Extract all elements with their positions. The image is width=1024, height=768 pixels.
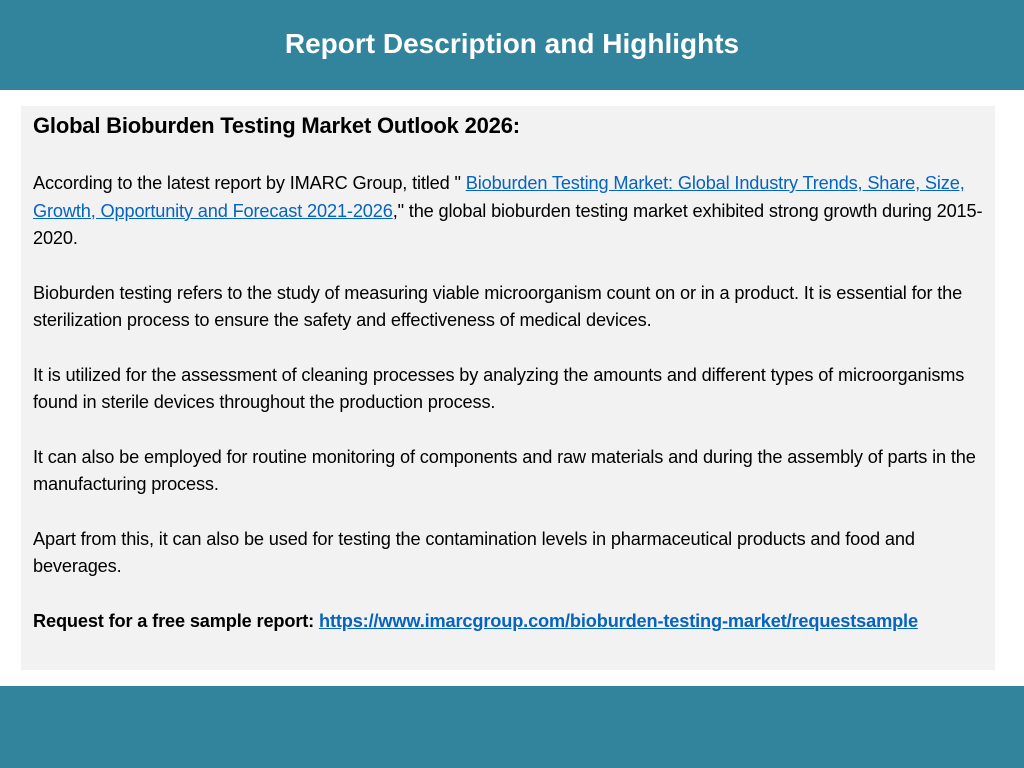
paragraph-assessment: It is utilized for the assessment of cleaning processes by analyzing the amounts and different types of microorganisms found in sterile devices throughout the production process.: [33, 364, 965, 412]
sample-request-link[interactable]: https://www.imarcgroup.com/bioburden-testing-market/requestsample: [318, 610, 918, 631]
intro-paragraph: [33, 170, 983, 253]
paragraph-contamination: Apart from this, it can also be used for testing the contamination levels in pharmaceutical products and food and beverages.: [33, 528, 915, 576]
intro-text-before: According to the latest report by IMARC Group, titled ": [33, 173, 466, 193]
footer-band: [0, 686, 1024, 768]
sample-request: [33, 608, 983, 635]
outlook-heading: Global Bioburden Testing Market Outlook 2026:: [33, 113, 520, 138]
sample-request-label: Request for a free sample report:: [33, 610, 319, 631]
paragraph-definition: Bioburden testing refers to the study of measuring viable microorganism count on or in a product. It is essential for the sterilization process to ensure the safety and effectiveness of medical devices.: [33, 282, 963, 330]
report-title-link[interactable]: Bioburden Testing Market: Global Industry Trends, Share, Size, Growth, Opportunity and Forecast 2021-2026: [33, 173, 965, 221]
content-panel: [21, 106, 995, 670]
page-title: Report Description and Highlights: [284, 28, 740, 59]
paragraph-monitoring: It can also be employed for routine monitoring of components and raw materials and during the assembly of parts in the manufacturing process.: [33, 446, 976, 494]
intro-text-after: ," the global bioburden testing market exhibited strong growth during 2015-2020.: [33, 200, 983, 248]
